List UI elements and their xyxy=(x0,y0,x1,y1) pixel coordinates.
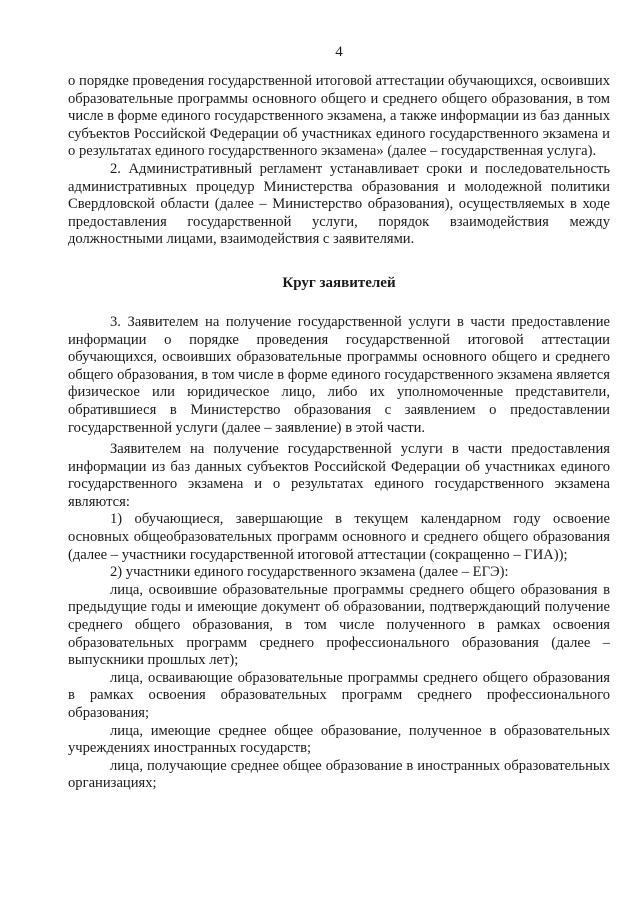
paragraph-3-applicants-gia: 3. Заявителем на получение государственной услуги в части предоставление информации о порядке проведения государственной итоговой аттестации обучающихся, освоивших образовательные программы основного общего и среднего общего образования, в том числе в форме единого государственного экзамена является физическое или юридическое лицо, либо их уполномоченные представители, обратившиеся в Министерство образования с заявлением о предоставлении государственной услуги (далее – заявление) в этой части. xyxy=(68,313,610,436)
list-subitem-spo-students: лица, осваивающие образовательные программы среднего общего образования в рамках освоения образовательных программ среднего профессионального образования; xyxy=(68,669,610,721)
paragraph-2-regulation-scope: 2. Административный регламент устанавливает сроки и последовательность административных процедур Министерства образования и молодежной политики Свердловской области (далее – Министерство образования), осуществляемых в ходе предоставления государственной услуги, порядок взаимодействия между должностными лицами, взаимодействия с заявителями. xyxy=(68,160,610,248)
list-item-2-ege-participants: 2) участники единого государственного экзамена (далее – ЕГЭ): xyxy=(110,564,509,581)
list-item-1-students: 1) обучающиеся, завершающие в текущем календарном году освоение основных общеобразовательных программ основного и среднего общего образования (далее – участники государственной итоговой аттестации (сокращенно – ГИА)); xyxy=(68,511,610,563)
page-number: 4 xyxy=(335,44,343,60)
paragraph-regulation-title-tail: о порядке проведения государственной итоговой аттестации обучающихся, освоивших образовательные программы основного общего и среднего общего образования, в том числе в форме единого государственного экзамена, а также информации из баз данных субъектов Российской Федерации об участниках единого государственного экзамена и о результатах единого государственного экзамена» (далее – государственная услуга). xyxy=(68,73,610,160)
paragraph-applicants-ege: Заявителем на получение государственной услуги в части предоставления информации из баз данных субъектов Российской Федерации об участниках единого государственного экзамена и о результатах единого государственного экзамена являются: xyxy=(68,441,610,510)
list-subitem-foreign-organizations: лица, получающие среднее общее образование в иностранных образовательных организациях; xyxy=(68,757,610,792)
list-subitem-graduates-past-years: лица, освоившие образовательные программы среднего общего образования в предыдущие годы и имеющие документ об образовании, подтверждающий получение среднего общего образования, в том числе полученного в рамках освоения образовательных программ среднего профессионального образования (далее – выпускники прошлых лет); xyxy=(68,581,610,669)
section-heading-applicants: Круг заявителей xyxy=(282,274,396,291)
list-subitem-foreign-education: лица, имеющие среднее общее образование, полученное в образовательных учреждениях иностранных государств; xyxy=(68,722,610,757)
